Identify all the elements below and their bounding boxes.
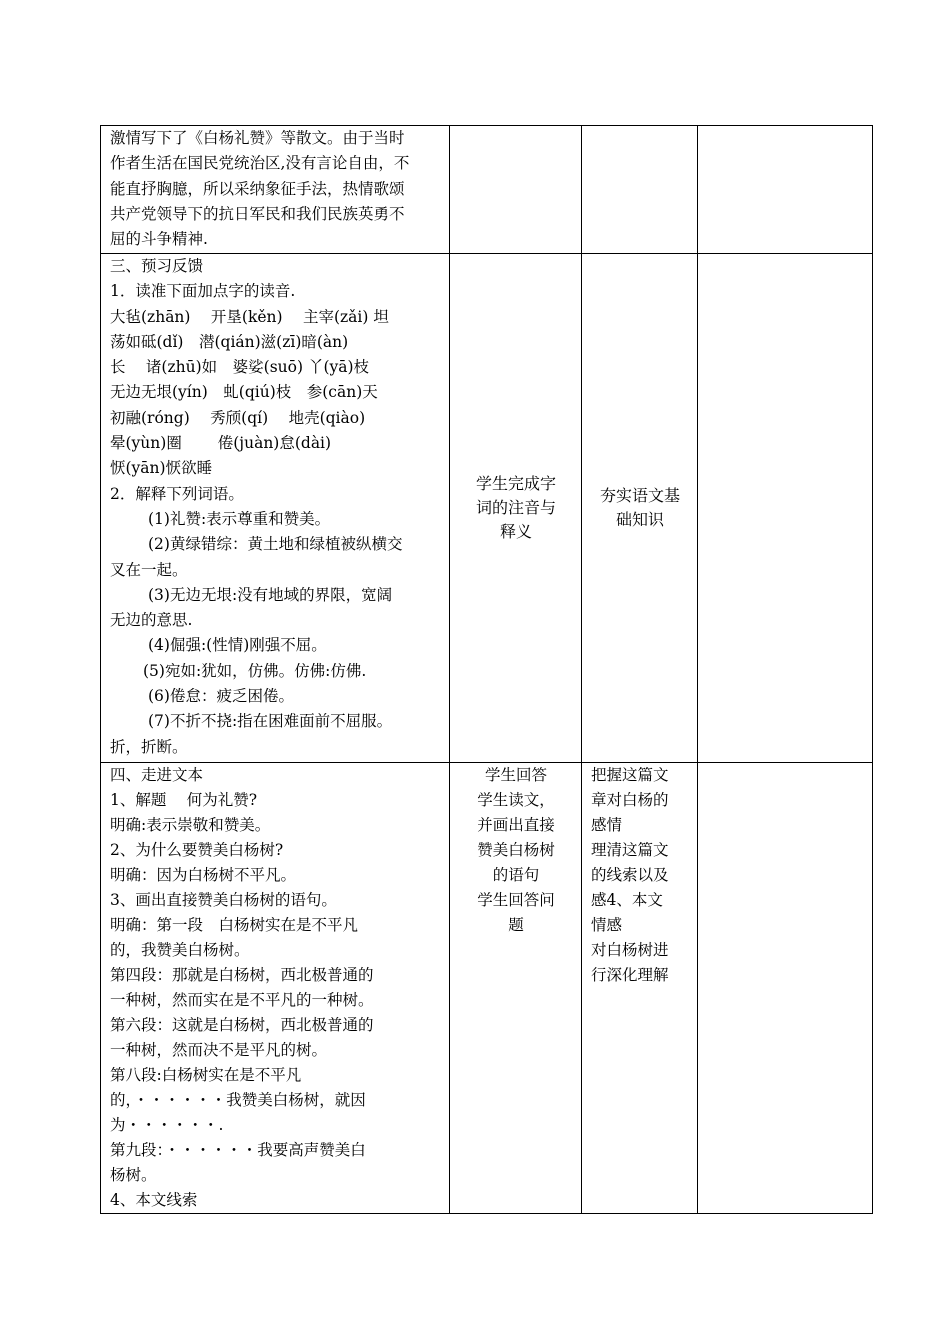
text-line: 第四段：那就是白杨树，西北极普通的: [110, 966, 374, 984]
text-line: 感情: [591, 816, 623, 834]
text-line: 的，我赞美白杨树。: [110, 941, 250, 959]
text-line: 能直抒胸臆，所以采纳象征手法，热情歌颂: [110, 179, 405, 198]
text-line: 一种树，然而决不是平凡的树。: [110, 1041, 328, 1059]
table-row: [101, 254, 873, 763]
text-line: 感4、本文: [591, 891, 663, 909]
definition-line: (6)倦怠：疲乏困倦。: [148, 687, 294, 706]
definition-line: (2)黄绿错综：黄土地和绿植被纵横交: [148, 535, 403, 554]
definition-line: (3)无边无垠:没有地域的界限，宽阔: [148, 585, 393, 604]
design-intent-cell: [582, 763, 698, 1214]
definition-line: (5)宛如:犹如，仿佛。仿佛:仿佛.: [143, 661, 367, 680]
definition-line: (1)礼赞:表示尊重和赞美。: [148, 509, 331, 528]
text-line: 无边无垠(yín) 虬(qiú)枝 参(cān)天: [110, 383, 378, 402]
text-line: 学生回答: [484, 766, 547, 784]
text-line: 杨树。: [110, 1166, 157, 1184]
lesson-plan-table: [100, 125, 873, 1214]
text-line: 第八段:白杨树实在是不平凡: [110, 1066, 302, 1084]
design-intent-cell: [582, 126, 698, 254]
text-line: 屈的斗争精神.: [110, 230, 208, 249]
text-line: 1．读准下面加点字的读音.: [110, 282, 296, 301]
text-line: 共产党领导下的抗日军民和我们民族英勇不: [110, 204, 405, 223]
text-line: 释义: [499, 522, 532, 541]
student-activity-cell: [450, 126, 582, 254]
definition-line: 折，折断。: [110, 737, 188, 756]
definition-line: (4)倔强:(性情)刚强不屈。: [148, 636, 327, 655]
text-line: 础知识: [615, 510, 664, 529]
text-line: 学生读文，: [477, 791, 555, 809]
text-line: 章对白杨的: [591, 791, 669, 809]
text-line: 激情写下了《白杨礼赞》等散文。由于当时: [110, 129, 405, 147]
text-line: 荡如砥(dǐ) 潜(qián)滋(zī)暗(àn): [110, 332, 349, 351]
text-line: 的线索以及: [591, 866, 669, 884]
text-line: 1、解题 何为礼赞?: [110, 791, 258, 809]
section-heading: 四、走进文本: [110, 766, 204, 784]
text-line: 明确：因为白杨树不平凡。: [110, 866, 297, 884]
text-line: 第九段：・・・・・・我要高声赞美白: [110, 1141, 366, 1159]
text-line: 的语句: [492, 866, 540, 884]
text-line: 第六段：这就是白杨树，西北极普通的: [110, 1016, 374, 1034]
student-activity-cell: [450, 254, 582, 763]
content-cell: [101, 254, 450, 763]
notes-cell: [698, 763, 873, 1214]
text-line: 初融(róng) 秀颀(qí) 地壳(qiào): [110, 408, 366, 427]
section-heading: 三、预习反馈: [110, 257, 204, 275]
text-line: 为・・・・・・.: [110, 1116, 224, 1134]
text-line: 晕(yùn)圈 倦(juàn)怠(dài): [110, 434, 332, 453]
text-line: 词的注音与: [475, 498, 556, 517]
text-line: 题: [508, 916, 524, 934]
table-row: [101, 763, 873, 1214]
table-row: [101, 126, 873, 254]
text-line: 2、为什么要赞美白杨树?: [110, 841, 284, 859]
definition-line: 叉在一起。: [110, 560, 188, 579]
content-cell: [101, 126, 450, 254]
text-line: 长 诸(zhū)如 婆娑(suō) 丫(yā)枝: [110, 358, 370, 377]
text-line: 学生完成字: [475, 474, 556, 493]
text-line: 赞美白杨树: [477, 841, 555, 859]
student-activity-cell: [450, 763, 582, 1214]
text-line: 理清这篇文: [591, 841, 669, 859]
text-line: 2．解释下列词语。: [110, 484, 244, 503]
text-line: 恹(yān)恹欲睡: [110, 459, 213, 478]
text-line: 并画出直接: [477, 816, 555, 834]
text-line: 一种树，然而实在是不平凡的一种树。: [110, 991, 374, 1009]
text-line: 4、本文线索: [110, 1191, 198, 1209]
content-cell: [101, 763, 450, 1214]
text-line: 情感: [591, 916, 623, 934]
text-line: 对白杨树进: [591, 941, 669, 959]
text-line: 夯实语文基: [599, 486, 680, 505]
text-line: 行深化理解: [591, 966, 669, 984]
definition-line: 无边的意思.: [110, 611, 193, 630]
design-intent-cell: [582, 254, 698, 763]
text-line: 3、画出直接赞美白杨树的语句。: [110, 891, 337, 909]
text-line: 明确：第一段 白杨树实在是不平凡: [110, 916, 359, 934]
notes-cell: [698, 254, 873, 763]
text-line: 作者生活在国民党统治区,没有言论自由，不: [110, 154, 410, 173]
text-line: 学生回答问: [477, 891, 555, 909]
text-line: 的，・・・・・・我赞美白杨树，就因: [110, 1091, 366, 1109]
text-line: 把握这篇文: [591, 766, 669, 784]
notes-cell: [698, 126, 873, 254]
text-line: 明确:表示崇敬和赞美。: [110, 816, 271, 834]
text-line: 大毡(zhān) 开垦(kěn) 主宰(zǎi) 坦: [110, 307, 389, 326]
definition-line: (7)不折不挠:指在困难面前不屈服。: [148, 712, 393, 731]
